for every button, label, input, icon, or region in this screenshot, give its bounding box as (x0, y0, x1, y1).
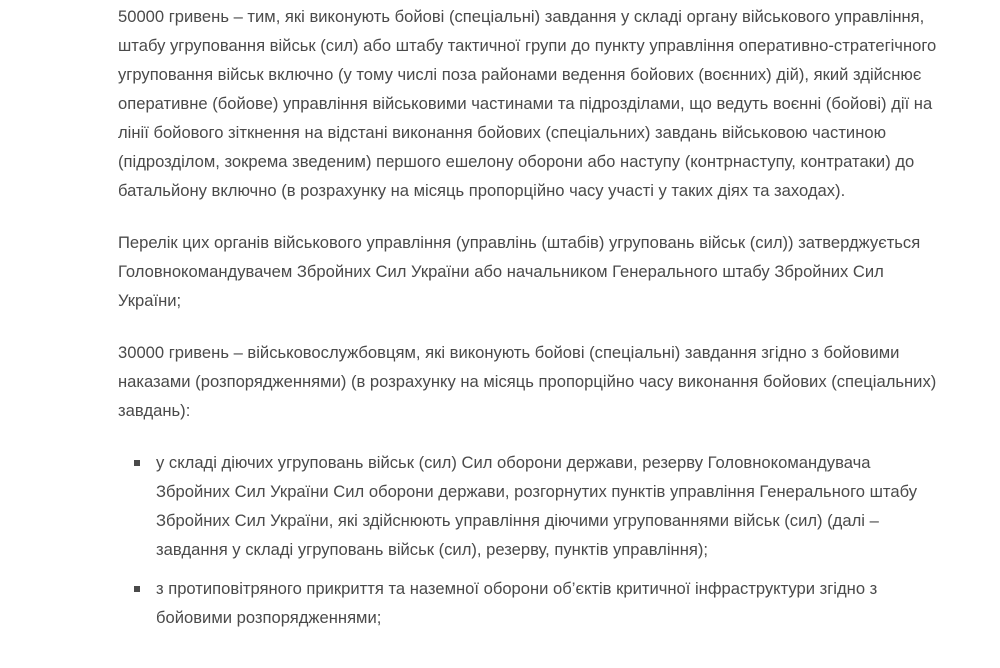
square-bullet-icon (134, 586, 140, 592)
square-bullet-icon (134, 460, 140, 466)
paragraph-30000-uah: 30000 гривень – військовослужбовцям, які виконують бойові (спеціальні) завдання згідно з бойовими наказами (розпорядженнями) (в розрахунку на місяць пропорційно часу виконання бойових (спеціальних) завдань): (118, 343, 937, 420)
list-item-text: з протиповітряного прикриття та наземної оборони об’єктів критичної інфраструктури згідно з бойовими розпорядженнями; (156, 579, 878, 627)
list-item (156, 448, 938, 564)
paragraph-50000-uah: 50000 гривень – тим, які виконують бойові (спеціальні) завдання у складі органу військового управління, штабу угруповання військ (сил) або штабу тактичної групи до пункту управління оперативно-стратегічного угруповання військ включно (у тому числі поза районами ведення бойових (воєнних) дій), який здійснює оперативне (бойове) управління військовими частинами та підрозділами, що ведуть воєнні (бойові) дії на лінії бойового зіткнення на відстані виконання бойових (спеціальних) завдань військовою частиною (підрозділом, зокрема зведеним) першого ешелону оборони або наступу (контрнаступу, контратаки) до батальйону включно (в розрахунку на місяць пропорційно часу участі у таких діях та заходах). (118, 7, 937, 200)
list-item (156, 574, 938, 632)
paragraph-command-list: Перелік цих органів військового управління (управлінь (штабів) угруповань військ (сил)) затверджується Головнокомандувачем Збройних Сил України або начальником Генерального штабу Збройних Сил України; (118, 233, 921, 310)
list-item-text: у складі діючих угруповань військ (сил) Сил оборони держави, резерву Головнокомандувача Збройних Сил України Сил оборони держави, розгорнутих пунктів управління Генерального штабу Збройних Сил України, які здійснюють управління діючими угрупованнями військ (сил) (далі – завдання у складі угруповань військ (сил), резерву, пунктів управління); (156, 453, 918, 559)
tasks-list (118, 448, 938, 632)
article-body (118, 2, 938, 642)
